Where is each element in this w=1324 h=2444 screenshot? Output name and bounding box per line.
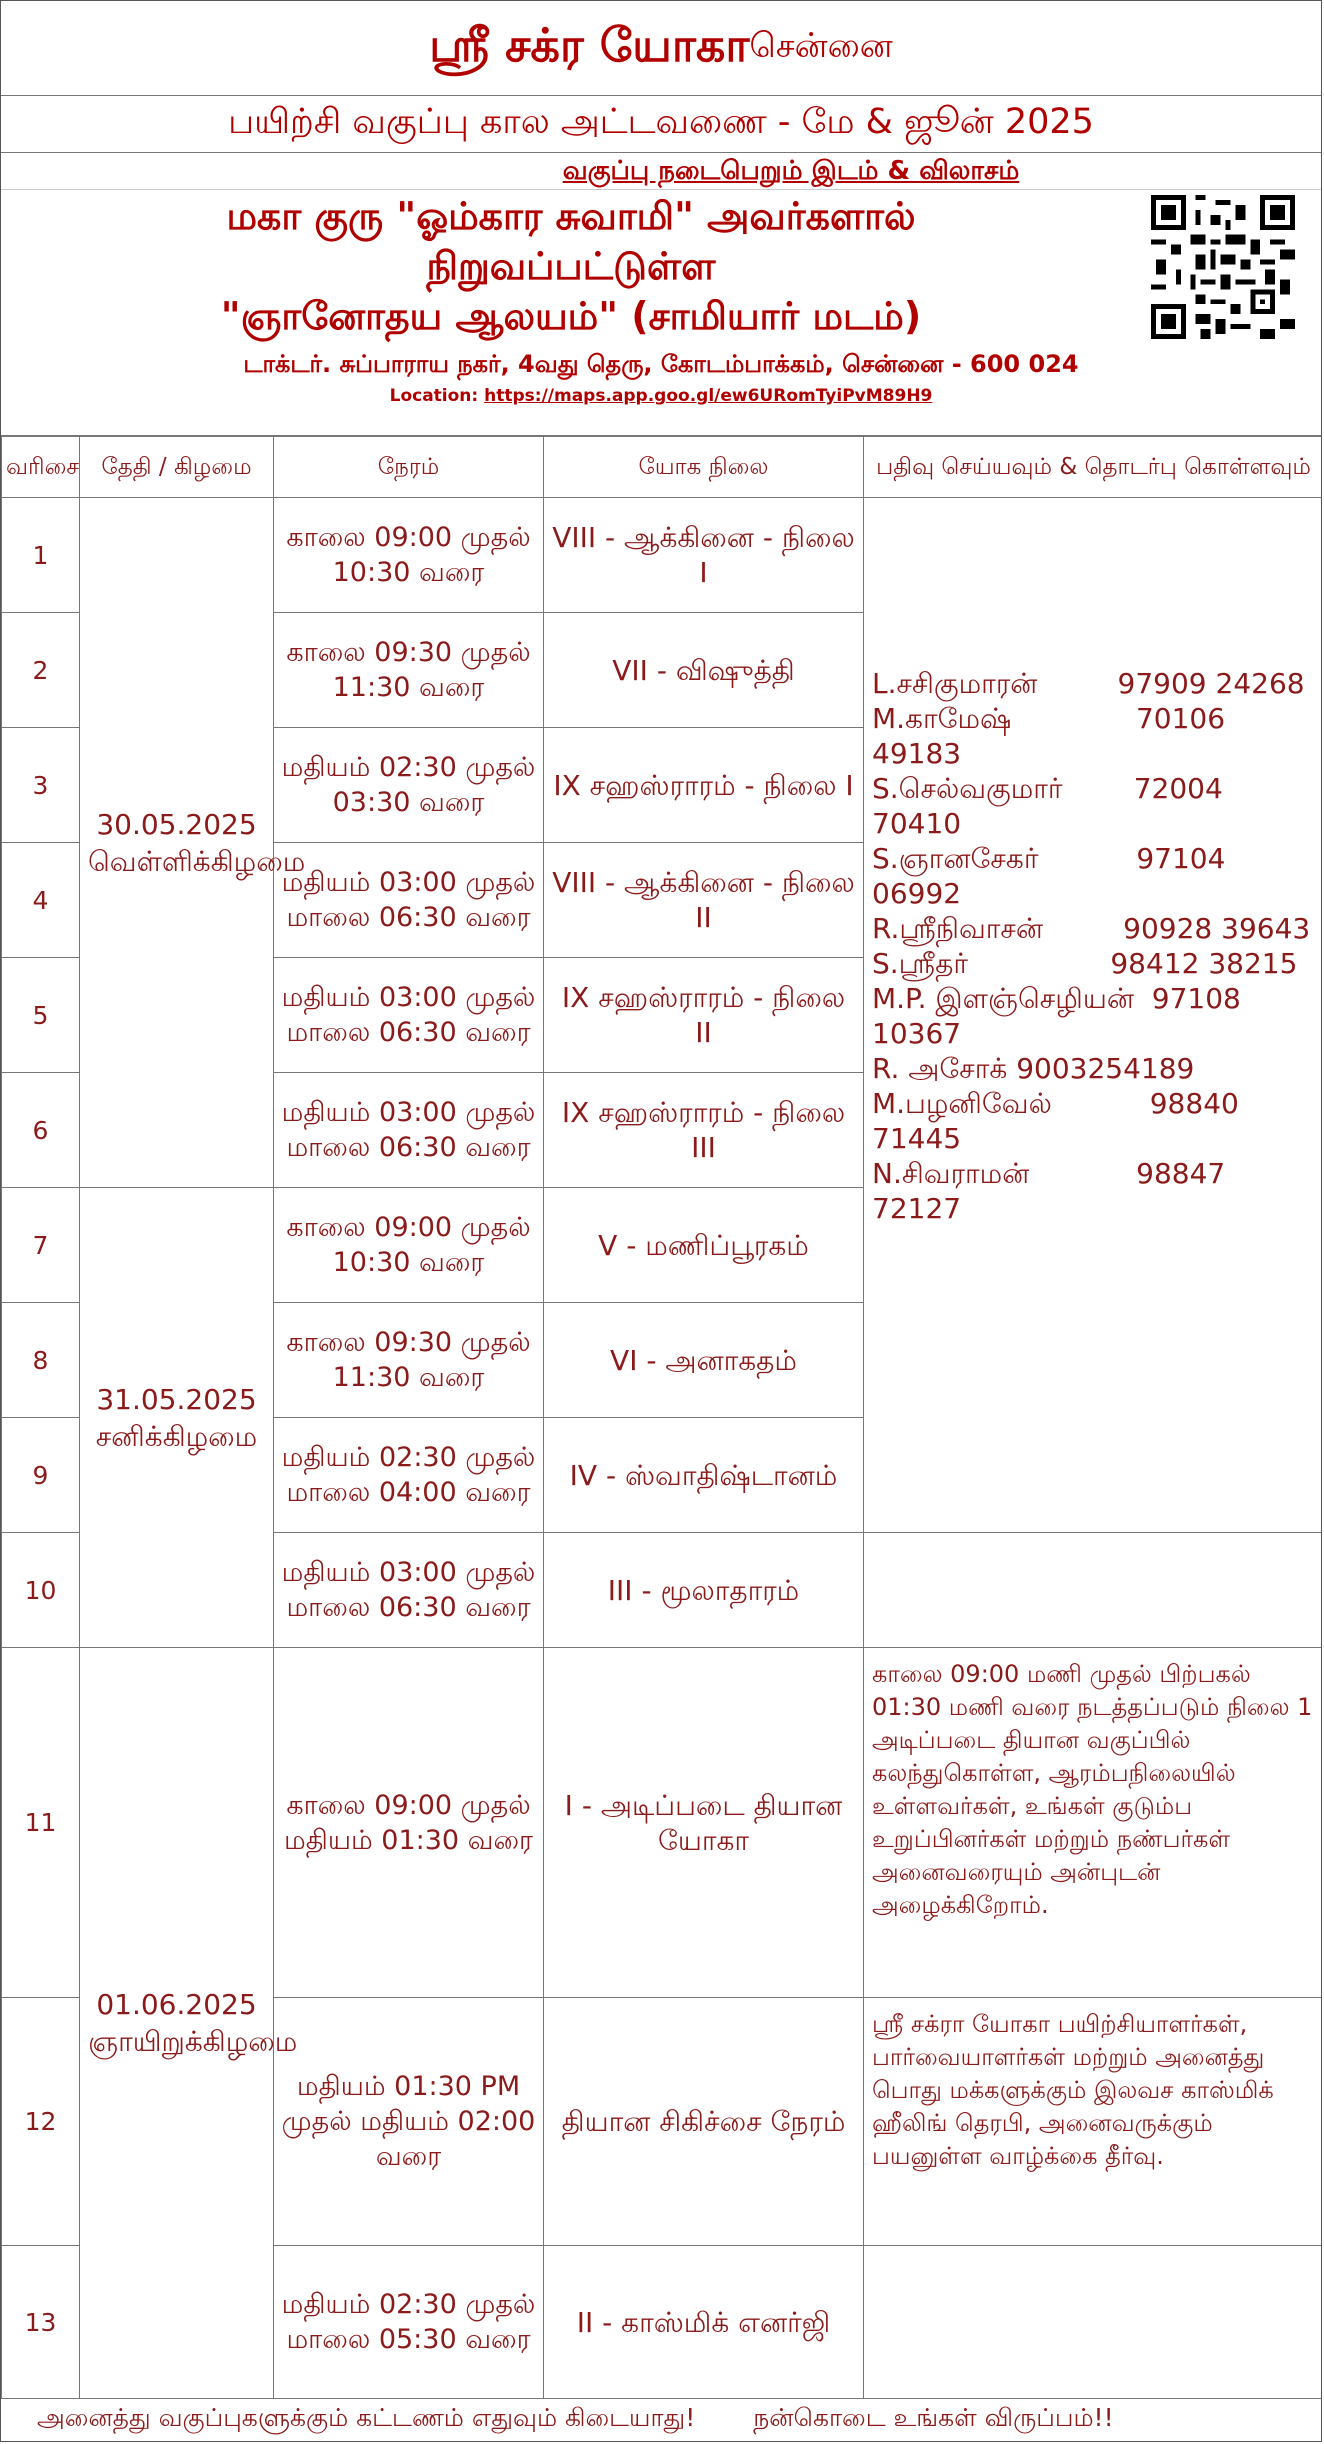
time-cell: காலை 09:00 முதல் 10:30 வரை bbox=[274, 498, 544, 613]
level-cell: V - மணிப்பூரகம் bbox=[544, 1188, 864, 1303]
row-number: 9 bbox=[2, 1418, 80, 1533]
schedule-table bbox=[1, 436, 1322, 2399]
venue-location bbox=[1, 386, 1321, 406]
location-label: Location: bbox=[389, 386, 485, 406]
header-contact: பதிவு செய்யவும் & தொடர்பு கொள்ளவும் bbox=[864, 437, 1323, 498]
level-cell: IX சஹஸ்ராரம் - நிலை II bbox=[544, 958, 864, 1073]
date-cell: 30.05.2025 வெள்ளிக்கிழமை bbox=[80, 498, 274, 1188]
empty-cell bbox=[864, 1533, 1323, 1648]
row-number: 2 bbox=[2, 613, 80, 728]
brand-name: ஸ்ரீ சக்ர யோகா bbox=[429, 17, 750, 72]
time-cell: காலை 09:30 முதல் 11:30 வரை bbox=[274, 613, 544, 728]
row-number: 10 bbox=[2, 1533, 80, 1648]
row-number: 1 bbox=[2, 498, 80, 613]
venue-heading: வகுப்பு நடைபெறும் இடம் & விலாசம் bbox=[1, 153, 1321, 190]
row-number: 3 bbox=[2, 728, 80, 843]
time-cell: காலை 09:30 முதல் 11:30 வரை bbox=[274, 1303, 544, 1418]
row-number: 7 bbox=[2, 1188, 80, 1303]
header-serial: வரிசை bbox=[2, 437, 80, 498]
level-cell: IV - ஸ்வாதிஷ்டானம் bbox=[544, 1418, 864, 1533]
brand-header bbox=[1, 1, 1321, 96]
time-cell: மதியம் 02:30 முதல் மாலை 04:00 வரை bbox=[274, 1418, 544, 1533]
level-cell: VII - விஷுத்தி bbox=[544, 613, 864, 728]
level-cell: III - மூலாதாரம் bbox=[544, 1533, 864, 1648]
header-time: நேரம் bbox=[274, 437, 544, 498]
level-cell: தியான சிகிச்சை நேரம் bbox=[544, 1998, 864, 2246]
schedule-title: பயிற்சி வகுப்பு கால அட்டவணை - மே & ஜூன் 2025 bbox=[1, 96, 1321, 153]
venue-section bbox=[1, 190, 1321, 436]
empty-cell bbox=[864, 2246, 1323, 2399]
venue-address: டாக்டர். சுப்பாராய நகர், 4வது தெரு, கோடம்பாக்கம், சென்னை - 600 024 bbox=[243, 350, 1079, 378]
row-number: 11 bbox=[2, 1648, 80, 1998]
donation-note: நன்கொடை உங்கள் விருப்பம்!! bbox=[753, 2402, 1114, 2432]
row-number: 4 bbox=[2, 843, 80, 958]
brand-city: சென்னை bbox=[749, 26, 893, 66]
free-note: அனைத்து வகுப்புகளுக்கும் கட்டணம் எதுவும் கிடையாது! bbox=[37, 2402, 696, 2432]
time-cell: மதியம் 03:00 முதல் மாலை 06:30 வரை bbox=[274, 1073, 544, 1188]
venue-line-2: நிறுவப்பட்டுள்ள bbox=[426, 244, 716, 288]
time-cell: மதியம் 01:30 PM முதல் மதியம் 02:00 வரை bbox=[274, 1998, 544, 2246]
row-number: 12 bbox=[2, 1998, 80, 2246]
header-date: தேதி / கிழமை bbox=[80, 437, 274, 498]
level-cell: IX சஹஸ்ராரம் - நிலை III bbox=[544, 1073, 864, 1188]
invitation-note: காலை 09:00 மணி முதல் பிற்பகல் 01:30 மணி வரை நடத்தப்படும் நிலை 1 அடிப்படை தியான வகுப்பில் கலந்துகொள்ள, ஆரம்பநிலையில் உள்ளவர்கள், உங்கள் குடும்ப உறுப்பினர்கள் மற்றும் நண்பர்கள் அனைவரையும் அன்புடன் அழைக்கிறோம். bbox=[864, 1648, 1323, 1998]
time-cell: மதியம் 02:30 முதல் மாலை 05:30 வரை bbox=[274, 2246, 544, 2399]
time-cell: மதியம் 02:30 முதல் 03:30 வரை bbox=[274, 728, 544, 843]
level-cell: I - அடிப்படை தியான யோகா bbox=[544, 1648, 864, 1998]
level-cell: VIII - ஆக்கினை - நிலை I bbox=[544, 498, 864, 613]
time-cell: காலை 09:00 முதல் 10:30 வரை bbox=[274, 1188, 544, 1303]
location-link[interactable]: https://maps.app.goo.gl/ew6URomTyiPvM89H9 bbox=[484, 386, 933, 406]
row-number: 6 bbox=[2, 1073, 80, 1188]
level-cell: II - காஸ்மிக் எனர்ஜி bbox=[544, 2246, 864, 2399]
healing-note: ஸ்ரீ சக்ரா யோகா பயிற்சியாளர்கள், பார்வையாளர்கள் மற்றும் அனைத்து பொது மக்களுக்கும் இலவச காஸ்மிக் ஹீலிங் தெரபி, அனைவருக்கும் பயனுள்ள வாழ்க்கை தீர்வு. bbox=[864, 1998, 1323, 2246]
level-cell: IX சஹஸ்ராரம் - நிலை I bbox=[544, 728, 864, 843]
time-cell: மதியம் 03:00 முதல் மாலை 06:30 வரை bbox=[274, 843, 544, 958]
time-cell: மதியம் 03:00 முதல் மாலை 06:30 வரை bbox=[274, 958, 544, 1073]
contacts-cell: L.சசிகுமாரன் 97909 24268 M.காமேஷ் 70106 49183 S.செல்வகுமார் 72004 70410 S.ஞானசேகர் 97104 06992 R.ஸ்ரீநிவாசன் 90928 39643 S.ஸ்ரீதர் 98412 38215 M.P. இளஞ்செழியன் 97108 10367 R. அசோக் 9003254189 M.பழனிவேல் 98840 71445 N.சிவராமன் 98847 72127 bbox=[864, 498, 1323, 1533]
table-row bbox=[2, 498, 1323, 613]
header-level: யோக நிலை bbox=[544, 437, 864, 498]
date-cell: 31.05.2025 சனிக்கிழமை bbox=[80, 1188, 274, 1648]
level-cell: VI - அனாகதம் bbox=[544, 1303, 864, 1418]
table-row bbox=[2, 1648, 1323, 1998]
row-number: 13 bbox=[2, 2246, 80, 2399]
venue-line-3: "ஞானோதய ஆலயம்" (சாமியார் மடம்) bbox=[220, 294, 922, 338]
venue-line-1: மகா குரு "ஓம்கார சுவாமி" அவர்களால் bbox=[226, 194, 916, 238]
level-cell: VIII - ஆக்கினை - நிலை II bbox=[544, 843, 864, 958]
time-cell: மதியம் 03:00 முதல் மாலை 06:30 வரை bbox=[274, 1533, 544, 1648]
row-number: 8 bbox=[2, 1303, 80, 1418]
footer bbox=[1, 2397, 1321, 2441]
qr-code-icon[interactable] bbox=[1151, 195, 1295, 339]
time-cell: காலை 09:00 முதல் மதியம் 01:30 வரை bbox=[274, 1648, 544, 1998]
table-header-row bbox=[2, 437, 1323, 498]
date-cell: 01.06.2025 ஞாயிறுக்கிழமை bbox=[80, 1648, 274, 2399]
row-number: 5 bbox=[2, 958, 80, 1073]
